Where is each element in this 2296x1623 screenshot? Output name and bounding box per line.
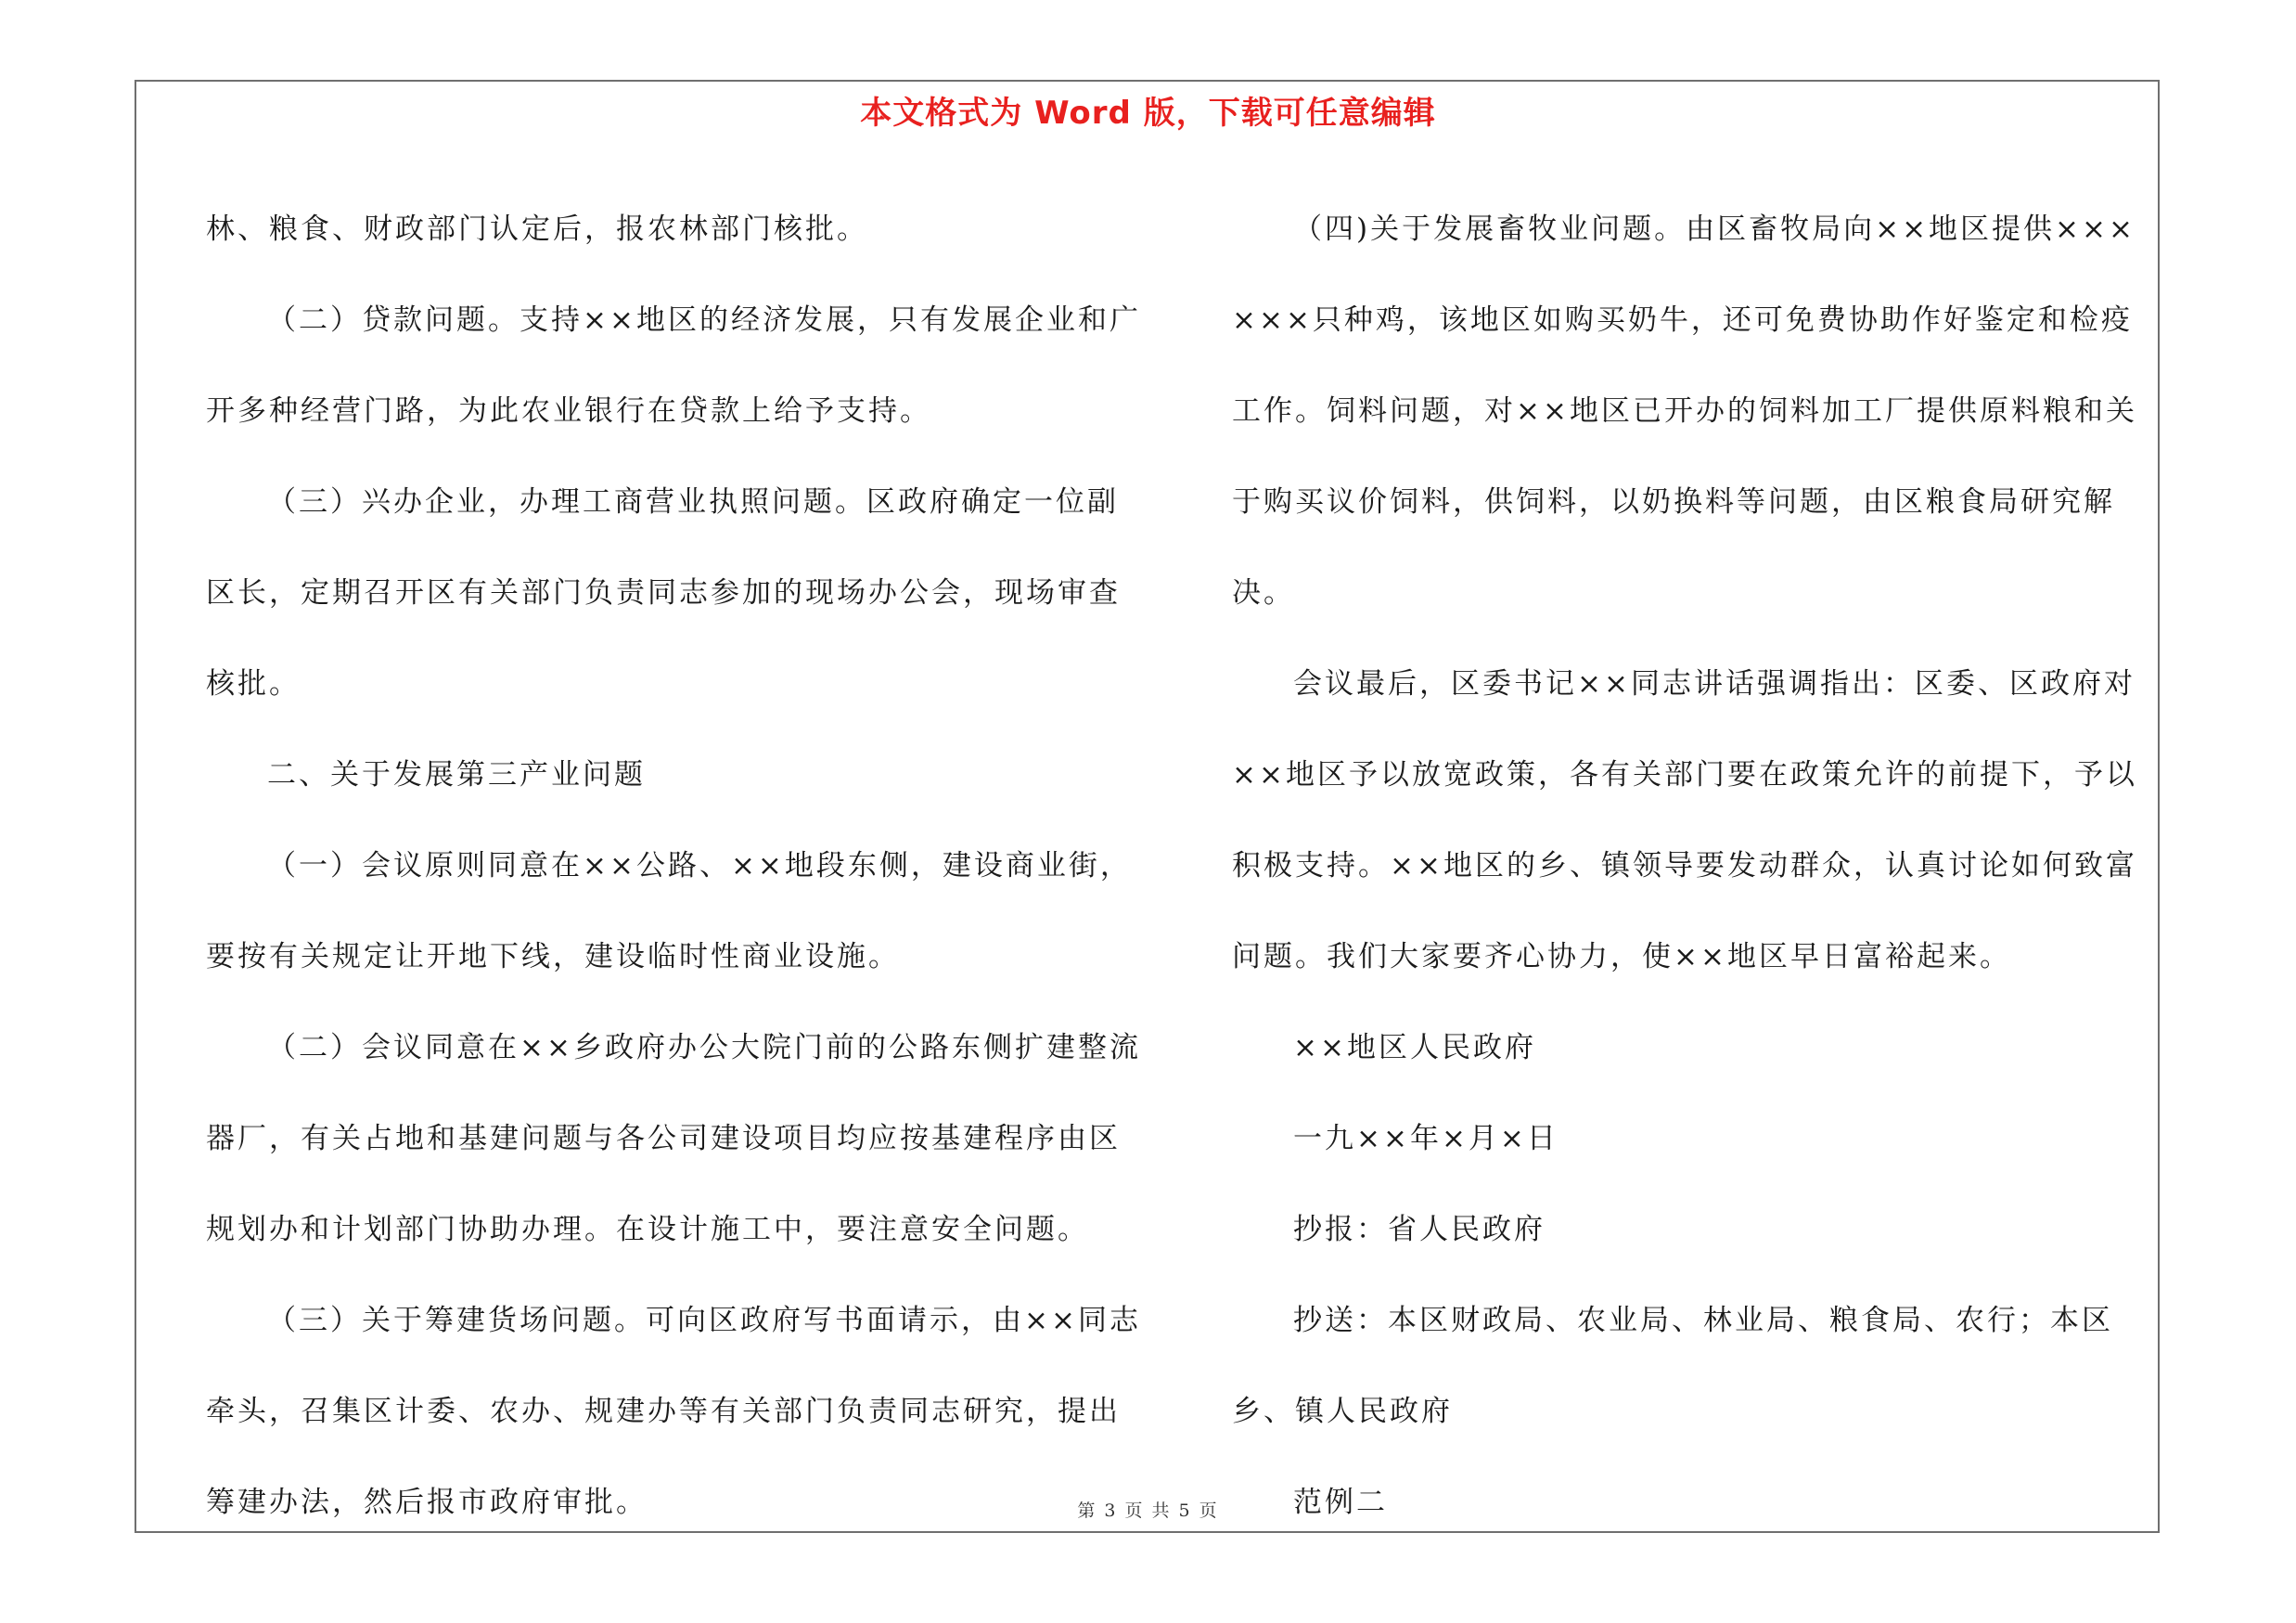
paragraph: （三）关于筹建货场问题。可向区政府写书面请示，由××同志牵头，召集区计委、农办、规建办等有关部门负责同志研究，提出筹建办法，然后报市政府审批。 — [206, 1304, 1141, 1519]
left-column — [206, 184, 1143, 1548]
section-heading: 二、关于发展第三产业问题 — [267, 758, 646, 792]
issuer-line: ××地区人民政府 — [1293, 1031, 1536, 1064]
example-heading: 范例二 — [1293, 1486, 1388, 1519]
right-column — [1232, 184, 2160, 1548]
report-to-line: 抄报：省人民政府 — [1293, 1213, 1546, 1246]
paragraph: （三）兴办企业，办理工商营业执照问题。区政府确定一位副区长，定期召开区有关部门负责同志参加的现场办公会，现场审查核批。 — [206, 485, 1121, 701]
format-banner: 本文格式为 Word 版，下载可任意编辑 — [860, 95, 1436, 132]
paragraph: 会议最后，区委书记××同志讲话强调指出：区委、区政府对××地区予以放宽政策，各有关部门要在政策允许的前提下，予以积极支持。××地区的乡、镇领导要发动群众，认真讨论如何致富问题。我们大家要齐心协力，使××地区早日富裕起来。 — [1232, 667, 2137, 973]
page-number: 第 3 页 共 5 页 — [1077, 1501, 1219, 1521]
paragraph: （四)关于发展畜牧业问题。由区畜牧局向××地区提供××××××只种鸡，该地区如购买奶牛，还可免费协助作好鉴定和检疫工作。饲料问题，对××地区已开办的饲料加工厂提供原料粮和关于购买议价饲料，供饲料，以奶换料等问题，由区粮食局研究解决。 — [1232, 213, 2137, 610]
paragraph: （二）会议同意在××乡政府办公大院门前的公路东侧扩建整流器厂，有关占地和基建问题与各公司建设项目均应按基建程序由区规划办和计划部门协助办理。在设计施工中，要注意安全问题。 — [206, 1031, 1141, 1246]
paragraph: （二）贷款问题。支持××地区的经济发展，只有发展企业和广开多种经营门路，为此农业银行在贷款上给予支持。 — [206, 303, 1141, 428]
paragraph: （一）会议原则同意在××公路、××地段东侧，建设商业街，要按有关规定让开地下线，建设临时性商业设施。 — [206, 849, 1132, 973]
paragraph: 林、粮食、财政部门认定后，报农林部门核批。 — [206, 213, 868, 246]
copy-to-line: 抄送：本区财政局、农业局、林业局、粮食局、农行；本区乡、镇人民政府 — [1232, 1304, 2113, 1428]
date-line: 一九××年×月×日 — [1293, 1122, 1558, 1155]
